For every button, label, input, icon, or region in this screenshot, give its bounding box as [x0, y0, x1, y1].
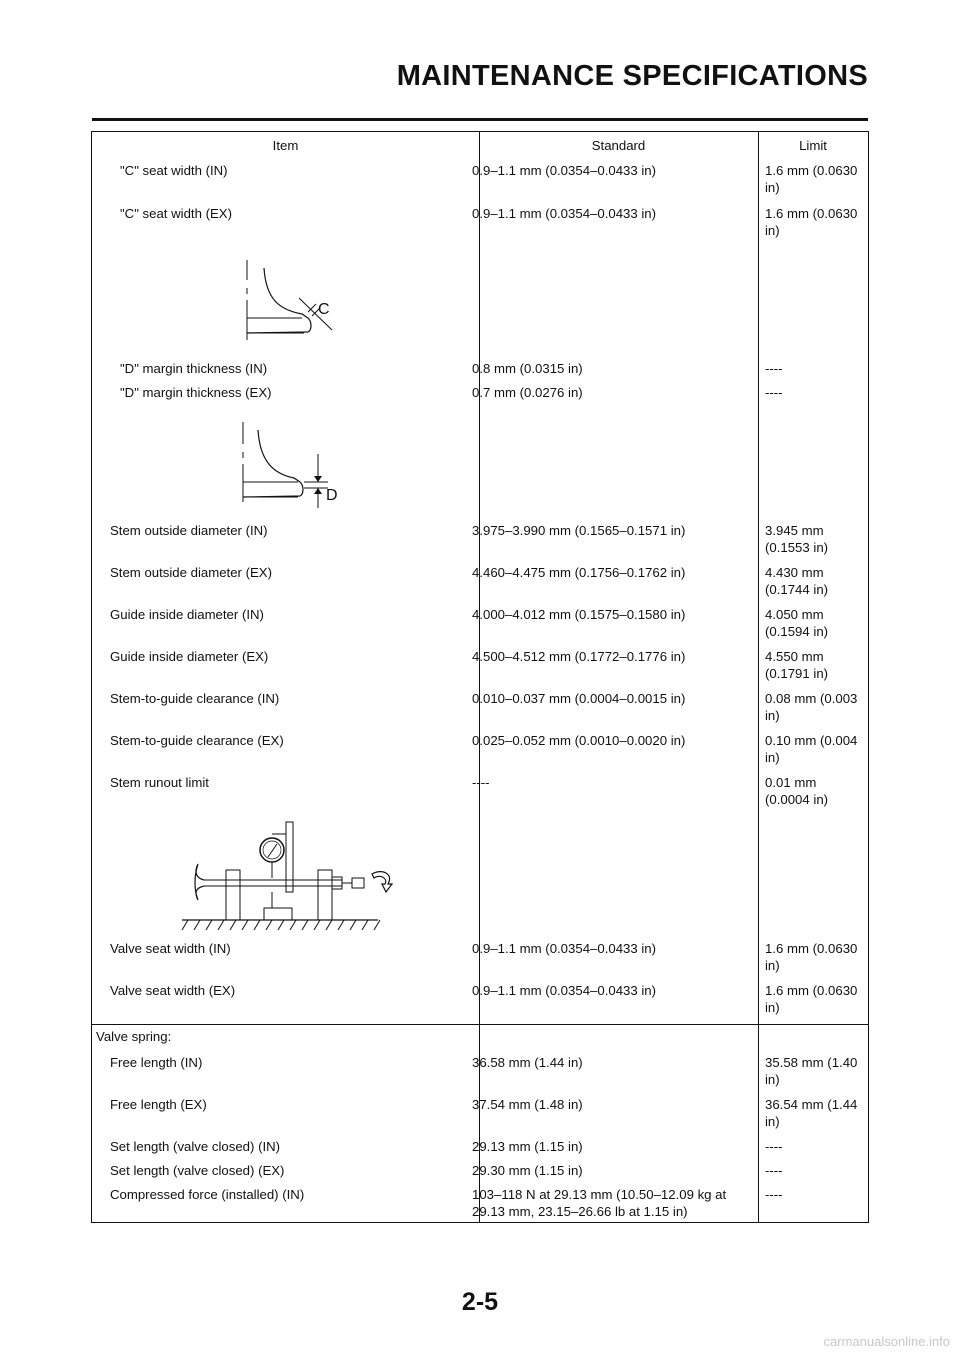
- table-row-standard: 3.975–3.990 mm (0.1565–0.1571 in): [472, 523, 686, 538]
- table-row-standard: 0.8 mm (0.0315 in): [472, 361, 583, 376]
- table-row-limit: ----: [765, 1139, 783, 1154]
- table-row-standard: 0.9–1.1 mm (0.0354–0.0433 in): [472, 941, 657, 956]
- table-row-item: Valve seat width (IN): [110, 941, 231, 956]
- title-rule: [92, 118, 868, 121]
- table-row-limit: 4.050 mm (0.1594 in): [765, 607, 829, 639]
- valve-seat-width-figure: [242, 260, 392, 350]
- table-row-item: Stem-to-guide clearance (EX): [110, 733, 284, 748]
- section-divider: [92, 1024, 868, 1025]
- table-row-limit: 0.10 mm (0.004 in): [765, 733, 858, 765]
- table-row-item: Free length (IN): [110, 1055, 203, 1070]
- table-row-limit: 36.54 mm (1.44 in): [765, 1097, 858, 1129]
- table-row-standard: 0.9–1.1 mm (0.0354–0.0433 in): [472, 163, 657, 178]
- header-standard: Standard: [591, 138, 646, 153]
- table-row-limit: 0.08 mm (0.003 in): [765, 691, 858, 723]
- table-row-limit: 35.58 mm (1.40 in): [765, 1055, 858, 1087]
- table-row-item: Stem outside diameter (EX): [110, 565, 272, 580]
- stem-runout-figure: [182, 822, 482, 937]
- table-row-standard: 0.9–1.1 mm (0.0354–0.0433 in): [472, 983, 657, 998]
- table-row-limit: ----: [765, 1163, 783, 1178]
- table-row-standard: 4.500–4.512 mm (0.1772–0.1776 in): [472, 649, 686, 664]
- table-row-item: Free length (EX): [110, 1097, 207, 1112]
- table-row-standard: 36.58 mm (1.44 in): [472, 1055, 583, 1070]
- table-row-item: Valve seat width (EX): [110, 983, 236, 998]
- table-row-standard: 0.9–1.1 mm (0.0354–0.0433 in): [472, 206, 657, 221]
- table-row-limit: 3.945 mm (0.1553 in): [765, 523, 829, 555]
- table-row-standard: 0.7 mm (0.0276 in): [472, 385, 583, 400]
- table-row-item: Guide inside diameter (EX): [110, 649, 269, 664]
- table-row-standard: 0.010–0.037 mm (0.0004–0.0015 in): [472, 691, 686, 706]
- margin-label: D: [326, 487, 338, 504]
- table-row-item: Compressed force (installed) (IN): [110, 1187, 305, 1202]
- table-row-standard: 37.54 mm (1.48 in): [472, 1097, 583, 1112]
- table-row-standard: ----: [472, 775, 490, 790]
- table-row-limit: ----: [765, 361, 783, 376]
- valve-margin-thickness-figure: [238, 422, 388, 512]
- table-row-standard: 29.30 mm (1.15 in): [472, 1163, 583, 1178]
- table-row-standard: 103–118 N at 29.13 mm (10.50–12.09 kg at 29.13 mm, 23.15–26.66 lb at 1.15 in): [472, 1187, 727, 1219]
- section-title: Valve spring:: [96, 1029, 172, 1044]
- table-row-item: Set length (valve closed) (IN): [110, 1139, 281, 1154]
- table-row-limit: 0.01 mm (0.0004 in): [765, 775, 829, 807]
- table-row-item: Set length (valve closed) (EX): [110, 1163, 285, 1178]
- table-row-standard: 4.000–4.012 mm (0.1575–0.1580 in): [472, 607, 686, 622]
- table-row-item: "C" seat width (IN): [120, 163, 228, 178]
- spec-table: [91, 131, 869, 1223]
- header-limit: Limit: [799, 138, 827, 153]
- page-title: MAINTENANCE SPECIFICATIONS: [396, 60, 868, 92]
- table-row-item: "C" seat width (EX): [120, 206, 232, 221]
- table-row-item: Guide inside diameter (IN): [110, 607, 264, 622]
- table-row-standard: 0.025–0.052 mm (0.0010–0.0020 in): [472, 733, 686, 748]
- column-divider-2: [758, 132, 759, 1222]
- table-row-standard: 4.460–4.475 mm (0.1756–0.1762 in): [472, 565, 686, 580]
- table-row-limit: 1.6 mm (0.0630 in): [765, 983, 858, 1015]
- table-row-standard: 29.13 mm (1.15 in): [472, 1139, 583, 1154]
- table-row-item: Stem outside diameter (IN): [110, 523, 268, 538]
- page-number: 2-5: [461, 1288, 499, 1316]
- table-row-limit: 4.550 mm (0.1791 in): [765, 649, 829, 681]
- table-row-item: Stem-to-guide clearance (IN): [110, 691, 280, 706]
- table-row-limit: ----: [765, 385, 783, 400]
- seat-width-label: C: [318, 301, 330, 318]
- table-row-item: "D" margin thickness (IN): [120, 361, 268, 376]
- watermark: carmanualsonline.info: [823, 1334, 950, 1349]
- table-row-limit: 1.6 mm (0.0630 in): [765, 941, 858, 973]
- table-row-limit: 1.6 mm (0.0630 in): [765, 206, 858, 238]
- table-row-limit: 4.430 mm (0.1744 in): [765, 565, 829, 597]
- table-row-item: "D" margin thickness (EX): [120, 385, 272, 400]
- header-item: Item: [272, 138, 299, 153]
- table-row-limit: 1.6 mm (0.0630 in): [765, 163, 858, 195]
- table-row-item: Stem runout limit: [110, 775, 209, 790]
- table-row-limit: ----: [765, 1187, 783, 1202]
